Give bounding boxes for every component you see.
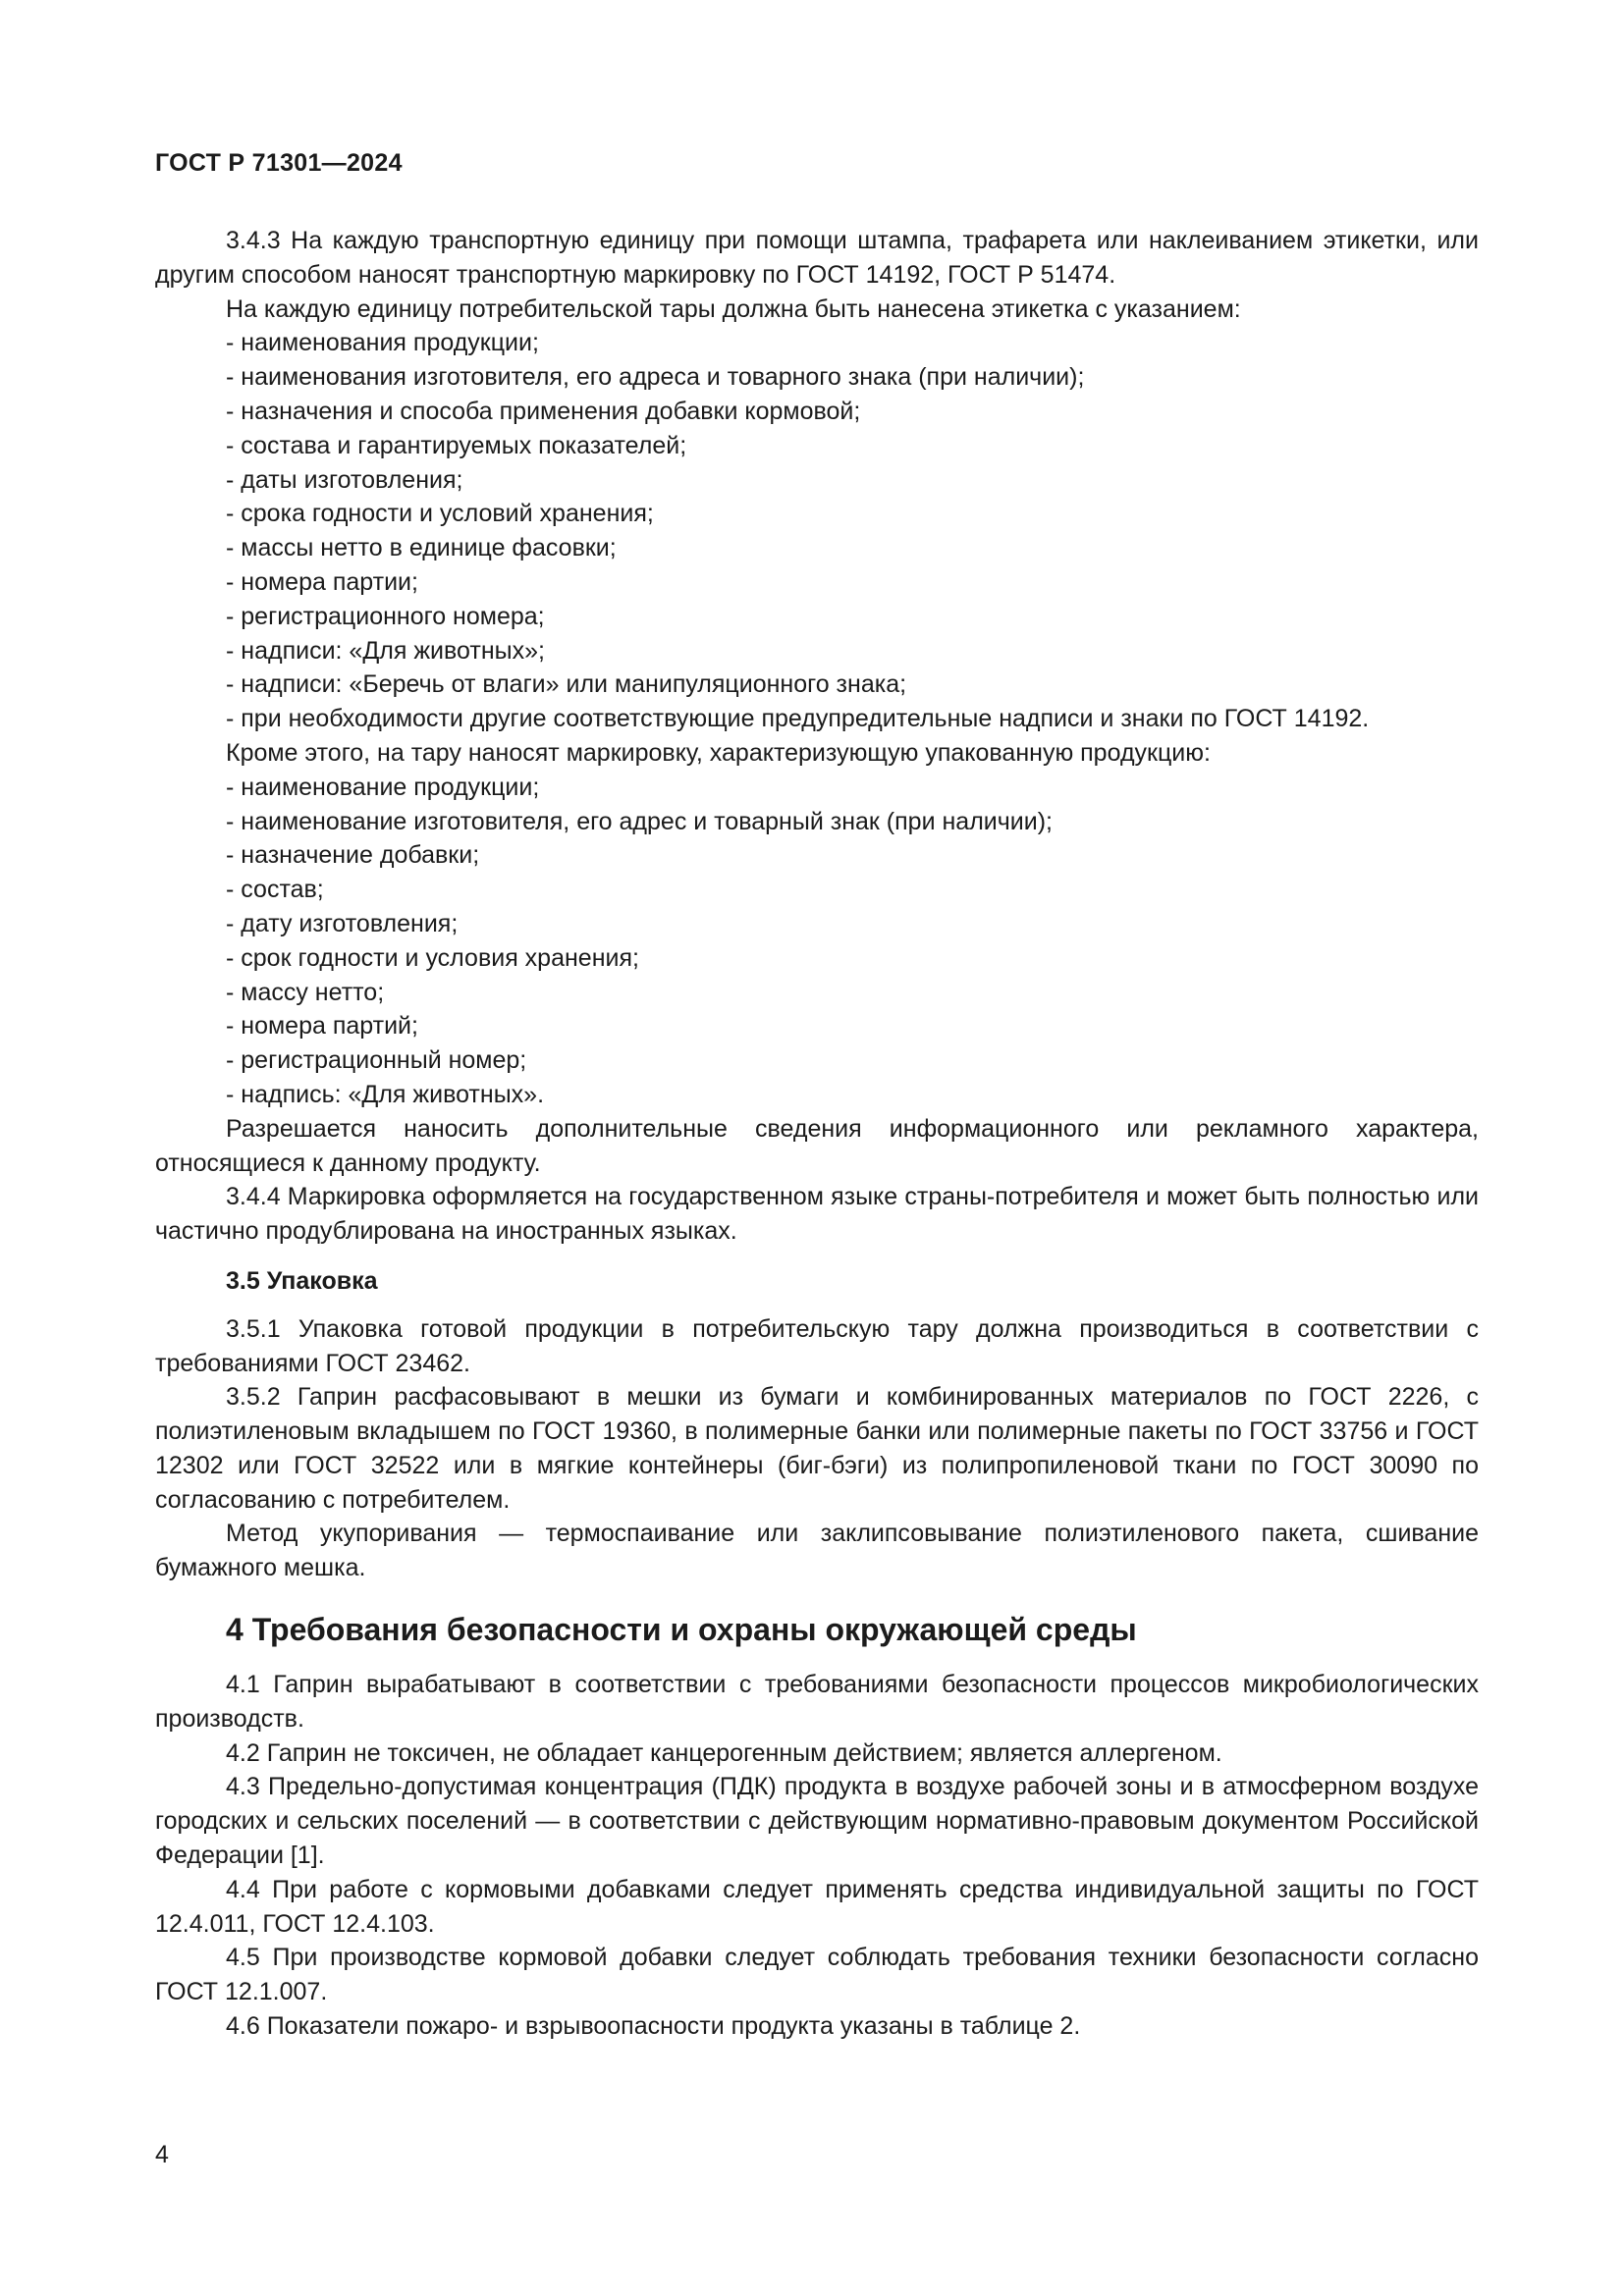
paragraph: Метод укупоривания — термоспаивание или заклипсовывание полиэтиленового пакета, сшивание бумажного мешка. [155, 1520, 1479, 1582]
list-item: - назначения и способа применения добавки кормовой; [226, 397, 861, 425]
list-item: - состав; [226, 876, 324, 904]
list-item: - наименования продукции; [226, 329, 539, 357]
list-item: - надпись: «Для животных». [226, 1080, 545, 1108]
list-item: - даты изготовления; [226, 465, 463, 494]
paragraph: 4.3 Предельно-допустимая концентрация (ПДК) продукта в воздухе рабочей зоны и в атмосферном воздухе городских и сельских поселений — в соответствии с действующим нормативно-правовым документом Российской Федерации [1]. [155, 1773, 1479, 1870]
paragraph: 3.4.4 Маркировка оформляется на государственном языке страны-потребителя и может быть полностью или частично продублирована на иностранных языках. [155, 1183, 1479, 1246]
list-item: - дату изготовления; [226, 909, 459, 937]
paragraph: 3.4.3 На каждую транспортную единицу при помощи штампа, трафарета или наклеиванием этикетки, или другим способом наносят транспортную маркировку по ГОСТ 14192, ГОСТ Р 51474. [155, 227, 1479, 289]
list-item: - наименования изготовителя, его адреса и товарного знака (при наличии); [226, 363, 1085, 392]
list-item: - срок годности и условия хранения; [226, 943, 639, 972]
list-item: - надписи: «Беречь от влаги» или манипуляционного знака; [226, 670, 907, 699]
list-item: - массу нетто; [226, 978, 385, 1006]
paragraph: 4.5 При производстве кормовой добавки следует соблюдать требования техники безопасности согласно ГОСТ 12.1.007. [155, 1944, 1479, 2006]
list-item: - наименование продукции; [226, 773, 540, 801]
subsection-heading: 3.5 Упаковка [226, 1266, 378, 1295]
list-item: - регистрационный номер; [226, 1046, 527, 1075]
paragraph: 3.5.1 Упаковка готовой продукции в потребительскую тару должна производиться в соответствии с требованиями ГОСТ 23462. [155, 1314, 1479, 1377]
list-item: - номера партий; [226, 1012, 418, 1041]
list-item: - наименование изготовителя, его адрес и товарный знак (при наличии); [226, 807, 1053, 835]
paragraph: На каждую единицу потребительской тары должна быть нанесена этикетка с указанием: [226, 294, 1241, 323]
paragraph: 4.6 Показатели пожаро- и взрывоопасности продукта указаны в таблице 2. [226, 2012, 1081, 2041]
paragraph: Кроме этого, на тару наносят маркировку, характеризующую упакованную продукцию: [226, 738, 1211, 767]
document-body [155, 224, 1479, 2044]
paragraph: 4.2 Гаприн не токсичен, не обладает канцерогенным действием; является аллергеном. [226, 1738, 1222, 1767]
paragraph: 3.5.2 Гаприн расфасовывают в мешки из бумаги и комбинированных материалов по ГОСТ 2226, с полиэтиленовым вкладышем по ГОСТ 19360, в полимерные банки или полимерные пакеты по ГОСТ 33756 и ГОСТ 12302 или ГОСТ 32522 или в мягкие контейнеры (биг-бэги) из полипропиленовой ткани по ГОСТ 30090 по согласованию с потребителем. [155, 1383, 1479, 1514]
list-item: - при необходимости другие соответствующие предупредительные надписи и знаки по ГОСТ 14192. [226, 705, 1370, 733]
paragraph: Разрешается наносить дополнительные сведения информационного или рекламного характера, относящиеся к данному продукту. [155, 1114, 1479, 1177]
paragraph: 4.1 Гаприн вырабатывают в соответствии с требованиями безопасности процессов микробиологических производств. [155, 1671, 1479, 1733]
page-number: 4 [155, 2141, 169, 2168]
list-item: - срока годности и условий хранения; [226, 500, 654, 528]
list-item: - массы нетто в единице фасовки; [226, 534, 617, 562]
list-item: - состава и гарантируемых показателей; [226, 431, 687, 459]
paragraph: 4.4 При работе с кормовыми добавками следует применять средства индивидуальной защиты по ГОСТ 12.4.011, ГОСТ 12.4.103. [155, 1875, 1479, 1938]
list-item: - назначение добавки; [226, 841, 480, 870]
list-item: - номера партии; [226, 567, 418, 596]
list-item: - регистрационного номера; [226, 602, 545, 630]
list-item: - надписи: «Для животных»; [226, 636, 545, 665]
document-header: ГОСТ Р 71301—2024 [155, 149, 403, 177]
section-heading: 4 Требования безопасности и охраны окружающей среды [226, 1612, 1137, 1648]
